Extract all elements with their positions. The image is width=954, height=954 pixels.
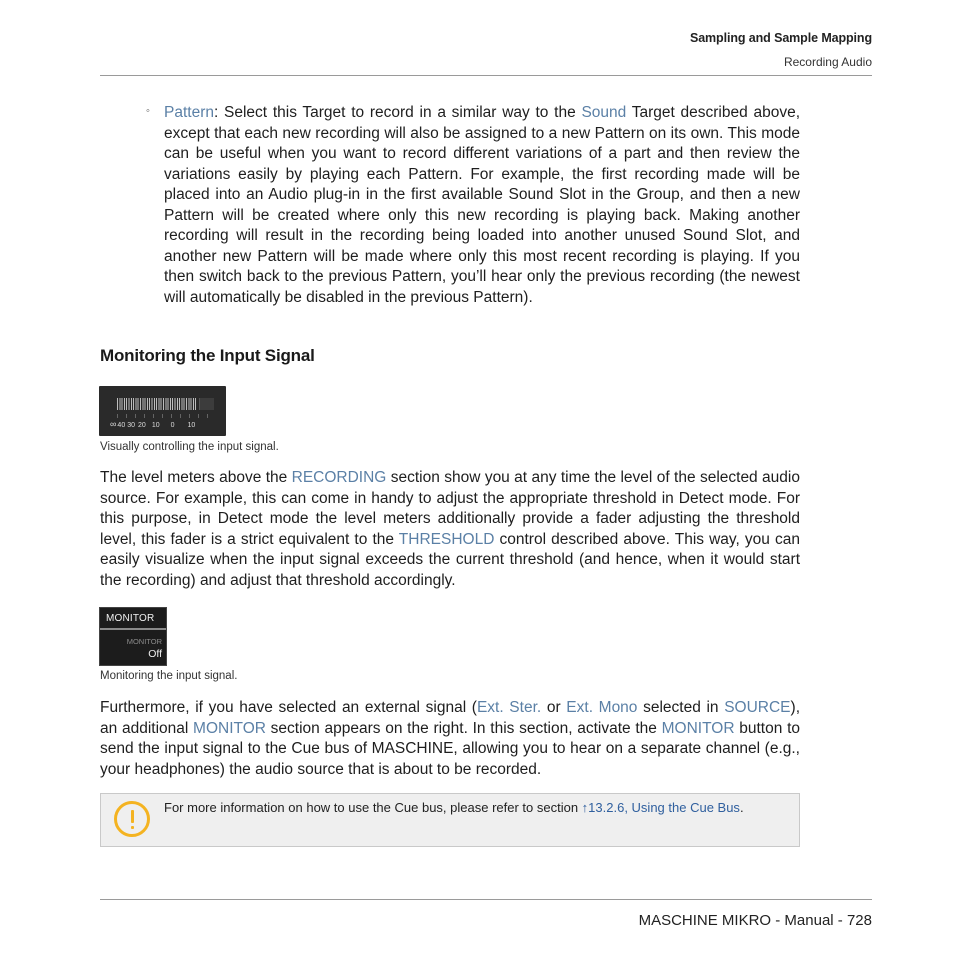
p2-text-1: The level meters above the — [100, 469, 292, 486]
monitor-caption: Monitoring the input signal. — [100, 670, 238, 682]
level-meter-bar — [117, 398, 197, 410]
recording-link[interactable]: RECORDING — [291, 469, 387, 486]
warning-icon — [114, 801, 150, 837]
note-end: . — [739, 800, 744, 815]
warning-icon-bar — [131, 810, 134, 823]
threshold-link[interactable]: THRESHOLD — [398, 530, 495, 548]
bullet-text-a: : Select this Target to record in a similar way to the — [213, 104, 582, 121]
ext-ster-link[interactable]: Ext. Ster. — [476, 699, 542, 716]
header-rule — [100, 75, 872, 76]
bullet-text-b: Target described above, except that each new recording will also be assigned to a new Pattern on its own. This mode can be useful when you want to record different variations of a part and then review the variations easily by playing each Pattern. For example, the first recording made will be placed into an Audio plug-in in the first available Sound Slot in the Group, and then a new Pattern will be created where only this new recording is playing back. Making another recording will result in the recording being loaded into another unused Sound Slot, and another new Pattern will be made where only this most recent recording is playing. If you then switch back to the previous Pattern, you’ll hear only the previous recording (the newest will automatically be disabled in the previous Pattern). — [164, 104, 801, 306]
scale-label: 10 — [187, 422, 196, 429]
scale-label: 30 — [127, 422, 136, 429]
monitor-link-1[interactable]: MONITOR — [193, 719, 266, 737]
warning-icon-dot — [131, 826, 134, 829]
scale-label: ∞ — [110, 419, 117, 429]
page-footer: MASCHINE MIKRO - Manual - 728 — [638, 912, 872, 929]
scale-label: 0 — [170, 422, 175, 429]
bullet-marker: ◦ — [146, 105, 150, 117]
scale-label: 20 — [138, 422, 146, 429]
ext-mono-link[interactable]: Ext. Mono — [566, 699, 638, 716]
p3-text-1: Furthermore, if you have selected an external signal ( — [100, 699, 477, 716]
running-header-subtitle: Recording Audio — [783, 55, 872, 69]
sound-link[interactable]: Sound — [581, 104, 627, 121]
monitor-param-value: Off — [148, 648, 162, 660]
note-text — [164, 799, 796, 816]
level-meter-empty-segment — [199, 398, 214, 410]
cue-bus-section-link[interactable]: ↑13.2.6, Using the Cue Bus — [581, 800, 740, 815]
note-box — [100, 793, 800, 847]
running-header-title: Sampling and Sample Mapping — [689, 31, 872, 45]
monitor-figure — [99, 607, 167, 666]
p2-text-3: control described above. This way, you can easily visualize when the input signal exceeds the current threshold (and hence, when it would start the recording) and adjust that threshold accordingly. — [100, 530, 800, 589]
monitor-section-header — [100, 608, 166, 630]
level-meter-paragraph — [100, 468, 800, 591]
p2-text-2: section show you at any time the level of the selected audio source. For example, this can come in handy to adjust the appropriate threshold in Detect mode. For this purpose, in Detect mode the level meters additionally provide a fader adjusting the threshold level, this fader is a strict equivalent to the — [100, 469, 800, 548]
p3-text-2: or — [541, 699, 567, 716]
note-body: For more information on how to use the Cue bus, please refer to section — [164, 800, 582, 815]
level-meter-scale — [110, 419, 199, 429]
section-heading: Monitoring the Input Signal — [100, 346, 315, 365]
p3-text-5: section appears on the right. In this section, activate the — [265, 719, 662, 737]
level-meter-figure — [99, 386, 226, 436]
monitor-header-label: MONITOR — [106, 613, 155, 624]
monitor-param-label: MONITOR — [126, 637, 162, 646]
scale-label: 10 — [151, 422, 160, 429]
p3-text-3: selected in — [637, 699, 725, 716]
p3-text-6: button to send the input signal to the Cue bus of MASCHINE, allowing you to hear on a separate channel (e.g., your headphones) the audio source that is about to be recorded. — [100, 719, 801, 778]
scale-label: 40 — [117, 422, 126, 429]
footer-rule — [100, 899, 872, 900]
p3-text-4: ), an additional — [100, 699, 800, 737]
monitor-paragraph — [100, 698, 800, 780]
bullet-pattern-paragraph — [164, 103, 800, 308]
level-meter-ticks — [117, 414, 213, 418]
source-link[interactable]: SOURCE — [724, 699, 791, 716]
meter-caption: Visually controlling the input signal. — [100, 441, 279, 453]
pattern-link[interactable]: Pattern — [164, 104, 214, 121]
monitor-link-2[interactable]: MONITOR — [661, 719, 735, 737]
